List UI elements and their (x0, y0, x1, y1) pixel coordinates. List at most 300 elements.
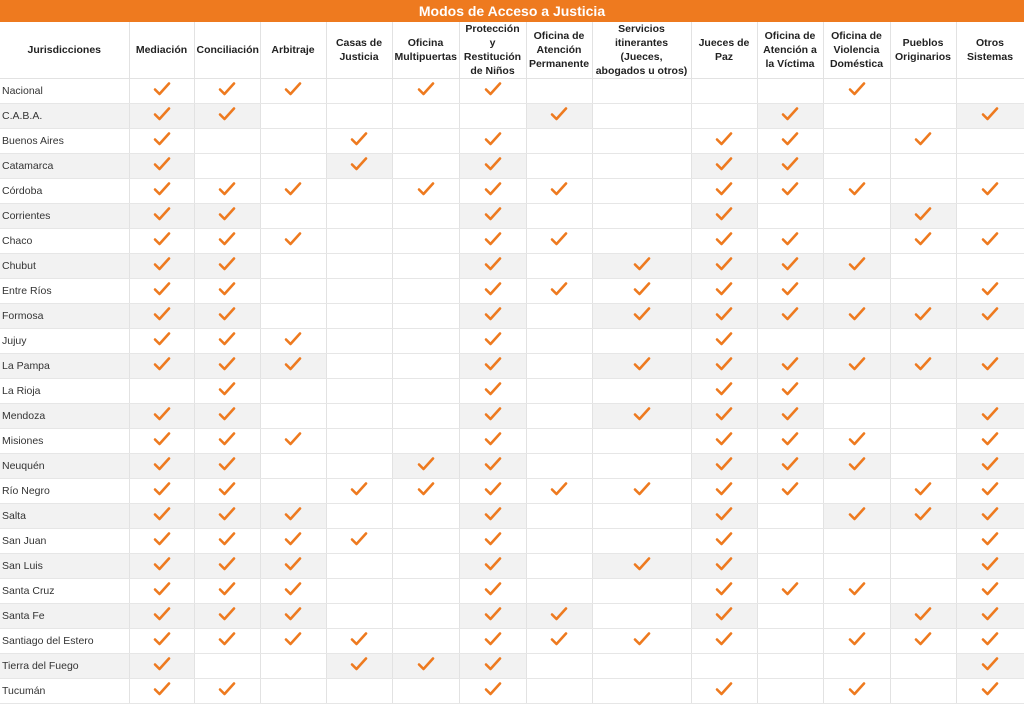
checkmark-icon (848, 81, 866, 97)
checkmark-icon (633, 306, 651, 322)
table-cell (956, 629, 1024, 654)
table-cell (956, 479, 1024, 504)
table-cell (129, 229, 194, 254)
table-cell (823, 629, 890, 654)
table-cell (890, 379, 956, 404)
table-cell (260, 304, 326, 329)
table-cell (194, 254, 260, 279)
table-cell (956, 654, 1024, 679)
checkmark-icon (218, 606, 236, 622)
table-cell (890, 354, 956, 379)
table-cell (823, 79, 890, 104)
table-cell (326, 454, 392, 479)
table-row (0, 454, 1024, 479)
table-cell (691, 279, 757, 304)
table-cell (129, 279, 194, 304)
checkmark-icon (715, 506, 733, 522)
jurisdiction-name: Catamarca (0, 154, 129, 179)
table-cell (326, 654, 392, 679)
checkmark-icon (417, 81, 435, 97)
table-cell (757, 254, 823, 279)
table-cell (757, 654, 823, 679)
column-header: Oficina de Atención Permanente (526, 22, 592, 79)
checkmark-icon (153, 81, 171, 97)
checkmark-icon (715, 556, 733, 572)
checkmark-icon (484, 581, 502, 597)
checkmark-icon (715, 431, 733, 447)
table-cell (757, 154, 823, 179)
checkmark-icon (781, 156, 799, 172)
jurisdiction-name: Tierra del Fuego (0, 654, 129, 679)
table-row (0, 254, 1024, 279)
table-cell (757, 304, 823, 329)
checkmark-icon (284, 506, 302, 522)
table-cell (691, 104, 757, 129)
checkmark-icon (633, 406, 651, 422)
checkmark-icon (848, 506, 866, 522)
table-cell (592, 79, 691, 104)
table-cell (194, 504, 260, 529)
table-cell (592, 129, 691, 154)
table-row (0, 404, 1024, 429)
checkmark-icon (484, 431, 502, 447)
column-header: Oficina de Violencia Doméstica (823, 22, 890, 79)
column-header: Conciliación (194, 22, 260, 79)
checkmark-icon (417, 456, 435, 472)
table-cell (260, 129, 326, 154)
table-row (0, 154, 1024, 179)
table-cell (691, 404, 757, 429)
checkmark-icon (284, 231, 302, 247)
table-cell (129, 429, 194, 454)
table-cell (526, 279, 592, 304)
table-cell (592, 329, 691, 354)
checkmark-icon (781, 581, 799, 597)
table-cell (194, 404, 260, 429)
table-cell (691, 129, 757, 154)
jurisdiction-name: Jujuy (0, 329, 129, 354)
table-cell (956, 529, 1024, 554)
checkmark-icon (284, 606, 302, 622)
checkmark-icon (484, 556, 502, 572)
table-cell (526, 104, 592, 129)
table-cell (129, 454, 194, 479)
table-cell (129, 179, 194, 204)
table-cell (526, 304, 592, 329)
table-cell (260, 329, 326, 354)
table-cell (129, 329, 194, 354)
table-cell (592, 354, 691, 379)
checkmark-icon (981, 656, 999, 672)
checkmark-icon (633, 281, 651, 297)
checkmark-icon (484, 506, 502, 522)
table-cell (526, 229, 592, 254)
table-cell (459, 354, 526, 379)
table-cell (592, 679, 691, 704)
checkmark-icon (981, 356, 999, 372)
checkmark-icon (218, 256, 236, 272)
table-cell (459, 104, 526, 129)
table-cell (956, 679, 1024, 704)
checkmark-icon (218, 531, 236, 547)
table-cell (526, 179, 592, 204)
table-row (0, 229, 1024, 254)
header-row (0, 22, 1024, 79)
table-cell (592, 279, 691, 304)
table-cell (129, 404, 194, 429)
table-cell (956, 254, 1024, 279)
checkmark-icon (484, 256, 502, 272)
table-cell (392, 529, 459, 554)
table-cell (526, 579, 592, 604)
table-row (0, 604, 1024, 629)
table-cell (260, 354, 326, 379)
table-cell (890, 554, 956, 579)
checkmark-icon (715, 331, 733, 347)
table-cell (459, 304, 526, 329)
checkmark-icon (417, 656, 435, 672)
table-cell (326, 154, 392, 179)
table-cell (956, 604, 1024, 629)
table-cell (326, 79, 392, 104)
checkmark-icon (781, 131, 799, 147)
table-row (0, 654, 1024, 679)
table-cell (757, 329, 823, 354)
table-cell (757, 504, 823, 529)
column-header-jurisdicciones: Jurisdicciones (0, 22, 129, 79)
table-cell (823, 654, 890, 679)
table-cell (890, 479, 956, 504)
table-cell (956, 104, 1024, 129)
table-cell (392, 179, 459, 204)
checkmark-icon (153, 681, 171, 697)
table-cell (129, 604, 194, 629)
table-cell (392, 229, 459, 254)
table-cell (691, 479, 757, 504)
table-cell (326, 354, 392, 379)
table-cell (757, 554, 823, 579)
checkmark-icon (981, 556, 999, 572)
table-cell (260, 504, 326, 529)
checkmark-icon (981, 281, 999, 297)
table-cell (592, 254, 691, 279)
table-cell (691, 254, 757, 279)
table-cell (757, 529, 823, 554)
checkmark-icon (153, 206, 171, 222)
table-cell (129, 504, 194, 529)
table-cell (757, 104, 823, 129)
table-cell (823, 179, 890, 204)
table-cell (392, 154, 459, 179)
table-cell (956, 329, 1024, 354)
table-cell (691, 529, 757, 554)
checkmark-icon (715, 206, 733, 222)
table-cell (260, 554, 326, 579)
checkmark-icon (484, 531, 502, 547)
table-cell (392, 279, 459, 304)
checkmark-icon (981, 481, 999, 497)
table-cell (392, 479, 459, 504)
table-cell (459, 179, 526, 204)
table-cell (392, 329, 459, 354)
checkmark-icon (284, 531, 302, 547)
table-cell (757, 179, 823, 204)
table-row (0, 129, 1024, 154)
table-cell (459, 579, 526, 604)
table-cell (459, 429, 526, 454)
table-cell (129, 304, 194, 329)
table-cell (956, 304, 1024, 329)
table-cell (129, 379, 194, 404)
table-cell (757, 279, 823, 304)
table-title: Modos de Acceso a Justicia (0, 0, 1024, 22)
checkmark-icon (781, 406, 799, 422)
checkmark-icon (484, 356, 502, 372)
table-cell (459, 604, 526, 629)
table-cell (326, 579, 392, 604)
checkmark-icon (715, 631, 733, 647)
checkmark-icon (981, 631, 999, 647)
table-cell (592, 379, 691, 404)
table-row (0, 79, 1024, 104)
table-cell (691, 229, 757, 254)
table-cell (194, 604, 260, 629)
table-cell (129, 654, 194, 679)
jurisdiction-name: Mendoza (0, 404, 129, 429)
table-cell (326, 429, 392, 454)
table-cell (592, 504, 691, 529)
table-row (0, 679, 1024, 704)
table-cell (194, 154, 260, 179)
table-cell (392, 604, 459, 629)
table-cell (129, 679, 194, 704)
table-cell (757, 379, 823, 404)
table-cell (890, 229, 956, 254)
table-cell (592, 454, 691, 479)
table-cell (691, 429, 757, 454)
checkmark-icon (484, 306, 502, 322)
table-cell (392, 454, 459, 479)
table-cell (326, 629, 392, 654)
checkmark-icon (633, 481, 651, 497)
table-cell (757, 629, 823, 654)
table-cell (392, 679, 459, 704)
table-cell (890, 654, 956, 679)
table-cell (260, 629, 326, 654)
table-cell (691, 454, 757, 479)
checkmark-icon (484, 681, 502, 697)
checkmark-icon (981, 506, 999, 522)
table-cell (592, 154, 691, 179)
table-cell (691, 629, 757, 654)
table-cell (823, 429, 890, 454)
checkmark-icon (284, 581, 302, 597)
table-cell (194, 129, 260, 154)
table-cell (691, 579, 757, 604)
checkmark-icon (218, 431, 236, 447)
checkmark-icon (284, 81, 302, 97)
checkmark-icon (633, 631, 651, 647)
checkmark-icon (218, 381, 236, 397)
table-cell (459, 154, 526, 179)
checkmark-icon (218, 681, 236, 697)
table-cell (260, 479, 326, 504)
checkmark-icon (153, 281, 171, 297)
checkmark-icon (284, 431, 302, 447)
table-cell (757, 404, 823, 429)
table-row (0, 579, 1024, 604)
table-cell (129, 554, 194, 579)
checkmark-icon (715, 131, 733, 147)
table-cell (757, 679, 823, 704)
jurisdiction-name: Tucumán (0, 679, 129, 704)
checkmark-icon (848, 431, 866, 447)
checkmark-icon (218, 481, 236, 497)
table-cell (890, 254, 956, 279)
checkmark-icon (153, 181, 171, 197)
column-header: Otros Sistemas (956, 22, 1024, 79)
checkmark-icon (914, 306, 932, 322)
table-cell (194, 679, 260, 704)
table-cell (260, 254, 326, 279)
table-cell (691, 679, 757, 704)
table-cell (459, 529, 526, 554)
table-cell (459, 254, 526, 279)
table-cell (459, 79, 526, 104)
table-cell (691, 554, 757, 579)
checkmark-icon (153, 631, 171, 647)
table-cell (592, 404, 691, 429)
table-cell (194, 379, 260, 404)
table-cell (260, 79, 326, 104)
checkmark-icon (781, 256, 799, 272)
checkmark-icon (781, 106, 799, 122)
column-header: Oficina de Atención a la Víctima (757, 22, 823, 79)
table-cell (129, 104, 194, 129)
table-cell (129, 129, 194, 154)
table-cell (260, 154, 326, 179)
table-cell (691, 154, 757, 179)
table-cell (757, 579, 823, 604)
table-cell (592, 654, 691, 679)
checkmark-icon (715, 481, 733, 497)
checkmark-icon (484, 381, 502, 397)
table-cell (260, 579, 326, 604)
table-cell (392, 79, 459, 104)
table-row (0, 179, 1024, 204)
checkmark-icon (781, 456, 799, 472)
checkmark-icon (417, 181, 435, 197)
checkmark-icon (715, 456, 733, 472)
checkmark-icon (550, 631, 568, 647)
table-row (0, 279, 1024, 304)
table-cell (129, 629, 194, 654)
table-cell (392, 304, 459, 329)
checkmark-icon (914, 131, 932, 147)
table-cell (326, 379, 392, 404)
table-cell (326, 179, 392, 204)
table-row (0, 429, 1024, 454)
table-cell (326, 479, 392, 504)
checkmark-icon (781, 281, 799, 297)
checkmark-icon (715, 581, 733, 597)
table-cell (392, 104, 459, 129)
table-cell (194, 629, 260, 654)
jurisdiction-name: Buenos Aires (0, 129, 129, 154)
checkmark-icon (550, 181, 568, 197)
column-header: Protección y Restitución de Niños (459, 22, 526, 79)
table-cell (194, 654, 260, 679)
checkmark-icon (848, 456, 866, 472)
table-cell (823, 529, 890, 554)
table-cell (392, 129, 459, 154)
jurisdiction-name: Entre Ríos (0, 279, 129, 304)
table-cell (526, 129, 592, 154)
table-cell (592, 629, 691, 654)
table-cell (129, 579, 194, 604)
table-cell (194, 454, 260, 479)
checkmark-icon (981, 181, 999, 197)
checkmark-icon (914, 356, 932, 372)
table-cell (194, 229, 260, 254)
table-cell (392, 379, 459, 404)
table-cell (890, 629, 956, 654)
checkmark-icon (153, 481, 171, 497)
checkmark-icon (981, 106, 999, 122)
checkmark-icon (914, 506, 932, 522)
table-cell (129, 354, 194, 379)
table-cell (194, 579, 260, 604)
table-cell (326, 204, 392, 229)
checkmark-icon (284, 356, 302, 372)
table-cell (194, 329, 260, 354)
table-cell (691, 329, 757, 354)
checkmark-icon (981, 306, 999, 322)
table-cell (392, 654, 459, 679)
column-header: Pueblos Originarios (890, 22, 956, 79)
table-cell (757, 229, 823, 254)
column-header: Jueces de Paz (691, 22, 757, 79)
table-cell (823, 204, 890, 229)
checkmark-icon (633, 256, 651, 272)
checkmark-icon (218, 306, 236, 322)
checkmark-icon (914, 206, 932, 222)
checkmark-icon (715, 356, 733, 372)
table-cell (260, 604, 326, 629)
checkmark-icon (781, 181, 799, 197)
table-cell (194, 179, 260, 204)
table-cell (194, 104, 260, 129)
checkmark-icon (153, 331, 171, 347)
table-cell (326, 304, 392, 329)
checkmark-icon (218, 456, 236, 472)
table-cell (823, 329, 890, 354)
checkmark-icon (715, 681, 733, 697)
checkmark-icon (218, 506, 236, 522)
table-cell (890, 104, 956, 129)
table-cell (526, 604, 592, 629)
table-cell (823, 129, 890, 154)
table-cell (194, 279, 260, 304)
table-cell (823, 554, 890, 579)
table-cell (326, 604, 392, 629)
table-cell (459, 279, 526, 304)
checkmark-icon (484, 406, 502, 422)
table-cell (956, 379, 1024, 404)
table-cell (592, 304, 691, 329)
table-cell (194, 304, 260, 329)
checkmark-icon (715, 156, 733, 172)
